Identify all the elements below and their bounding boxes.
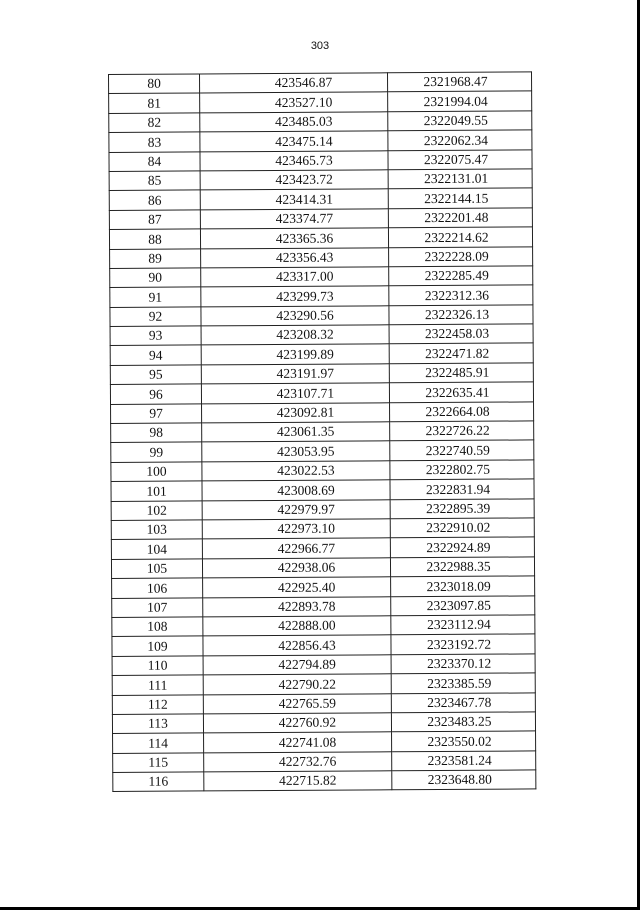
y-coordinate-cell	[389, 363, 533, 383]
cell-value: 2323483.25	[427, 713, 492, 730]
cell-value: 2322726.22	[425, 423, 490, 439]
cell-value: 84	[147, 153, 162, 169]
point-number-cell	[110, 287, 201, 307]
y-coordinate-cell	[389, 305, 533, 325]
cell-value: 2322326.13	[424, 306, 490, 323]
cell-value: 2322471.82	[425, 345, 490, 361]
x-coordinate-cell	[203, 577, 391, 598]
point-number-cell	[112, 636, 203, 656]
table-row	[109, 149, 532, 171]
point-number-cell	[109, 190, 200, 210]
y-coordinate-cell	[391, 595, 535, 615]
x-coordinate-cell	[200, 209, 388, 230]
cell-value: 102	[146, 502, 167, 518]
cell-value: 423191.97	[276, 365, 335, 382]
cell-value: 111	[148, 677, 168, 693]
table-row	[109, 208, 532, 230]
y-coordinate-cell	[389, 324, 533, 344]
x-coordinate-cell	[200, 112, 388, 133]
y-coordinate-cell	[389, 285, 533, 305]
point-number-cell	[109, 152, 200, 172]
cell-value: 422741.08	[278, 734, 337, 750]
table-row	[111, 421, 534, 443]
y-coordinate-cell	[392, 770, 536, 790]
cell-value: 422856.43	[278, 637, 336, 653]
cell-value: 423527.10	[274, 94, 333, 110]
cell-value: 88	[148, 231, 162, 247]
cell-value: 2323018.09	[426, 578, 491, 594]
cell-value: 91	[148, 289, 163, 305]
table-row	[112, 595, 535, 617]
cell-value: 94	[148, 347, 163, 363]
y-coordinate-cell	[388, 208, 532, 228]
y-coordinate-cell	[389, 382, 533, 402]
y-coordinate-cell	[389, 266, 533, 286]
cell-value: 2321968.47	[423, 74, 488, 90]
cell-value: 422765.59	[278, 695, 337, 711]
cell-value: 2323550.02	[427, 733, 492, 749]
cell-value: 422794.89	[278, 656, 336, 673]
x-coordinate-cell	[204, 771, 392, 792]
point-number-cell	[109, 229, 200, 249]
cell-value: 95	[149, 366, 163, 383]
x-coordinate-cell	[202, 558, 390, 579]
y-coordinate-cell	[390, 479, 534, 499]
table-row	[113, 751, 536, 773]
table-row	[111, 537, 534, 559]
cell-value: 423290.56	[276, 307, 334, 324]
cell-value: 423485.03	[275, 113, 333, 130]
point-number-cell	[109, 93, 200, 113]
cell-value: 2323581.24	[427, 752, 492, 769]
cell-value: 423022.53	[277, 462, 335, 479]
point-number-cell	[112, 714, 203, 734]
cell-value: 2321994.04	[423, 93, 488, 109]
x-coordinate-cell	[200, 73, 388, 94]
table-row	[109, 188, 532, 210]
table-row	[112, 654, 535, 676]
y-coordinate-cell	[390, 421, 534, 441]
cell-value: 423053.95	[277, 443, 335, 459]
y-coordinate-cell	[391, 712, 535, 732]
cell-value: 90	[148, 269, 163, 286]
point-number-cell	[111, 559, 202, 579]
y-coordinate-cell	[390, 402, 534, 422]
cell-value: 2322312.36	[424, 287, 489, 303]
table-row	[111, 440, 534, 462]
point-number-cell	[113, 733, 204, 753]
table-row	[112, 615, 535, 637]
table-row	[111, 557, 534, 579]
point-number-cell	[110, 384, 201, 404]
cell-value: 423546.87	[274, 75, 333, 91]
cell-value: 422966.77	[277, 540, 336, 556]
cell-value: 423465.73	[275, 152, 333, 168]
cell-value: 2322988.35	[426, 558, 491, 575]
cell-value: 423356.43	[275, 249, 334, 265]
cell-value: 107	[147, 599, 168, 615]
cell-value: 114	[148, 735, 169, 751]
y-coordinate-cell	[388, 149, 532, 169]
point-number-cell	[111, 442, 202, 462]
cell-value: 2322062.34	[423, 132, 489, 148]
coordinate-table-body	[109, 72, 536, 792]
cell-value: 2322831.94	[425, 481, 491, 497]
y-coordinate-cell	[387, 72, 531, 92]
point-number-cell	[109, 74, 200, 94]
cell-value: 423092.81	[276, 404, 335, 421]
cell-value: 116	[148, 774, 169, 790]
cell-value: 2322485.91	[425, 364, 490, 381]
table-row	[109, 111, 532, 133]
y-coordinate-cell	[391, 692, 535, 712]
y-coordinate-cell	[390, 498, 534, 518]
cell-value: 93	[148, 328, 163, 344]
x-coordinate-cell	[203, 635, 391, 656]
y-coordinate-cell	[392, 731, 536, 751]
y-coordinate-cell	[389, 343, 533, 363]
y-coordinate-cell	[388, 91, 532, 111]
x-coordinate-cell	[204, 751, 392, 772]
table-row	[111, 498, 534, 520]
cell-value: 423423.72	[275, 171, 333, 188]
x-coordinate-cell	[202, 422, 390, 443]
cell-value: 423365.36	[275, 230, 334, 246]
cell-value: 422888.00	[278, 617, 336, 634]
point-number-cell	[112, 578, 203, 598]
y-coordinate-cell	[391, 673, 535, 693]
cell-value: 104	[146, 541, 168, 557]
cell-value: 99	[149, 444, 164, 460]
table-row	[109, 130, 532, 152]
cell-value: 423374.77	[275, 210, 334, 227]
x-coordinate-cell	[202, 480, 390, 501]
cell-value: 2322144.15	[424, 190, 489, 206]
cell-value: 80	[147, 76, 161, 92]
cell-value: 2322228.09	[424, 248, 489, 264]
y-coordinate-cell	[390, 557, 534, 577]
point-number-cell	[112, 694, 203, 714]
table-row	[111, 402, 534, 424]
x-coordinate-cell	[200, 92, 388, 113]
point-number-cell	[110, 248, 201, 268]
point-number-cell	[111, 404, 202, 424]
table-row	[113, 731, 536, 753]
x-coordinate-cell	[201, 364, 389, 385]
coordinate-table	[108, 71, 536, 792]
x-coordinate-cell	[200, 170, 388, 191]
cell-value: 2322802.75	[425, 461, 491, 478]
x-coordinate-cell	[201, 286, 389, 307]
point-number-cell	[110, 365, 201, 385]
table-row	[111, 518, 534, 540]
cell-value: 96	[149, 386, 163, 402]
y-coordinate-cell	[390, 518, 534, 538]
cell-value: 422938.06	[277, 559, 336, 576]
cell-value: 2323097.85	[426, 597, 491, 614]
cell-value: 422979.97	[277, 501, 335, 517]
cell-value: 2323370.12	[426, 655, 492, 672]
cell-value: 83	[147, 134, 162, 150]
cell-value: 2322635.41	[425, 384, 490, 400]
cell-value: 105	[146, 560, 168, 576]
table-row	[113, 770, 536, 792]
point-number-cell	[109, 171, 200, 191]
table-row	[110, 382, 533, 404]
point-number-cell	[112, 656, 203, 676]
cell-value: 422732.76	[278, 753, 337, 770]
cell-value: 2322201.48	[424, 209, 489, 226]
point-number-cell	[111, 481, 202, 501]
x-coordinate-cell	[200, 189, 388, 210]
table-row	[111, 460, 534, 482]
x-coordinate-cell	[201, 325, 389, 346]
cell-value: 2322924.89	[426, 539, 491, 555]
cell-value: 115	[148, 754, 169, 770]
cell-value: 87	[148, 211, 162, 227]
cell-value: 423107.71	[276, 385, 335, 401]
cell-value: 423208.32	[276, 327, 334, 343]
cell-value: 2323385.59	[427, 675, 492, 691]
point-number-cell	[112, 617, 203, 637]
y-coordinate-cell	[388, 130, 532, 150]
x-coordinate-cell	[201, 267, 389, 288]
cell-value: 422925.40	[277, 579, 336, 595]
point-number-cell	[111, 462, 202, 482]
cell-value: 423008.69	[277, 482, 335, 498]
y-coordinate-cell	[390, 440, 534, 460]
x-coordinate-cell	[202, 441, 390, 462]
y-coordinate-cell	[391, 634, 535, 654]
cell-value: 422760.92	[278, 714, 337, 731]
table-row	[109, 72, 532, 94]
table-row	[110, 343, 533, 365]
x-coordinate-cell	[204, 732, 392, 753]
table-row	[112, 673, 535, 695]
x-coordinate-cell	[201, 344, 389, 365]
x-coordinate-cell	[201, 247, 389, 268]
x-coordinate-cell	[202, 519, 390, 540]
table-row	[111, 479, 534, 501]
table-row	[109, 169, 532, 191]
cell-value: 2322664.08	[425, 403, 490, 420]
point-number-cell	[113, 772, 204, 792]
y-coordinate-cell	[391, 615, 535, 635]
cell-value: 2322075.47	[423, 151, 489, 168]
cell-value: 103	[146, 522, 167, 538]
y-coordinate-cell	[388, 111, 532, 131]
cell-value: 2322049.55	[423, 112, 488, 129]
point-number-cell	[110, 326, 201, 346]
x-coordinate-cell	[203, 655, 391, 676]
x-coordinate-cell	[203, 596, 391, 617]
cell-value: 109	[147, 638, 168, 654]
cell-value: 2322131.01	[424, 171, 489, 187]
cell-value: 101	[146, 483, 167, 499]
cell-value: 110	[147, 657, 168, 673]
table-row	[112, 692, 535, 714]
point-number-cell	[111, 520, 202, 540]
table-row	[110, 266, 533, 288]
point-number-cell	[111, 539, 202, 559]
x-coordinate-cell	[201, 383, 389, 404]
cell-value: 2322458.03	[424, 326, 490, 342]
coordinate-table-container	[108, 71, 532, 792]
cell-value: 423061.35	[276, 424, 335, 440]
y-coordinate-cell	[388, 227, 532, 247]
table-row	[109, 227, 532, 249]
cell-value: 423475.14	[275, 133, 333, 149]
table-row	[110, 363, 533, 385]
table-row	[112, 576, 535, 598]
x-coordinate-cell	[202, 461, 390, 482]
point-number-cell	[111, 501, 202, 521]
x-coordinate-cell	[202, 499, 390, 520]
x-coordinate-cell	[200, 150, 388, 171]
x-coordinate-cell	[202, 402, 390, 423]
cell-value: 92	[148, 308, 163, 324]
point-number-cell	[110, 345, 201, 365]
cell-value: 89	[148, 250, 162, 266]
cell-value: 2322910.02	[426, 520, 491, 536]
point-number-cell	[113, 753, 204, 773]
cell-value: 423299.73	[276, 288, 334, 304]
table-row	[110, 305, 533, 327]
x-coordinate-cell	[200, 131, 388, 152]
x-coordinate-cell	[201, 305, 389, 326]
point-number-cell	[109, 210, 200, 230]
x-coordinate-cell	[203, 693, 391, 714]
y-coordinate-cell	[389, 246, 533, 266]
cell-value: 82	[147, 114, 162, 130]
y-coordinate-cell	[388, 188, 532, 208]
cell-value: 100	[146, 463, 167, 479]
y-coordinate-cell	[391, 654, 535, 674]
point-number-cell	[109, 132, 200, 152]
cell-value: 81	[147, 95, 161, 111]
cell-value: 423414.31	[275, 191, 334, 207]
x-coordinate-cell	[203, 616, 391, 637]
cell-value: 2322895.39	[426, 500, 491, 517]
cell-value: 2322740.59	[425, 442, 490, 458]
y-coordinate-cell	[388, 169, 532, 189]
cell-value: 423317.00	[276, 268, 334, 285]
y-coordinate-cell	[392, 751, 536, 771]
point-number-cell	[111, 423, 202, 443]
y-coordinate-cell	[390, 537, 534, 557]
cell-value: 2322214.62	[424, 229, 489, 245]
y-coordinate-cell	[391, 576, 535, 596]
cell-value: 2323467.78	[427, 694, 492, 710]
point-number-cell	[109, 113, 200, 133]
page-number: 303	[310, 40, 330, 52]
x-coordinate-cell	[203, 713, 391, 734]
cell-value: 112	[147, 696, 168, 712]
x-coordinate-cell	[202, 538, 390, 559]
cell-value: 422973.10	[277, 520, 336, 537]
y-coordinate-cell	[390, 460, 534, 480]
point-number-cell	[110, 307, 201, 327]
table-row	[110, 246, 533, 268]
point-number-cell	[112, 597, 203, 617]
cell-value: 108	[147, 618, 168, 635]
x-coordinate-cell	[200, 228, 388, 249]
cell-value: 422790.22	[278, 676, 336, 692]
cell-value: 106	[146, 580, 168, 596]
cell-value: 423199.89	[276, 346, 334, 362]
table-row	[109, 91, 532, 113]
table-row	[110, 285, 533, 307]
point-number-cell	[110, 268, 201, 288]
cell-value: 2322285.49	[424, 267, 489, 284]
cell-value: 85	[147, 173, 162, 189]
table-row	[112, 634, 535, 656]
cell-value: 86	[147, 192, 162, 208]
cell-value: 98	[149, 425, 163, 441]
cell-value: 422715.82	[279, 773, 337, 789]
cell-value: 113	[148, 715, 168, 732]
point-number-cell	[112, 675, 203, 695]
cell-value: 2323192.72	[426, 636, 492, 652]
table-row	[110, 324, 533, 346]
cell-value: 97	[149, 405, 163, 421]
table-row	[112, 712, 535, 734]
cell-value: 2323648.80	[427, 772, 492, 788]
x-coordinate-cell	[203, 674, 391, 695]
cell-value: 2323112.94	[427, 617, 491, 633]
cell-value: 422893.78	[278, 598, 336, 614]
